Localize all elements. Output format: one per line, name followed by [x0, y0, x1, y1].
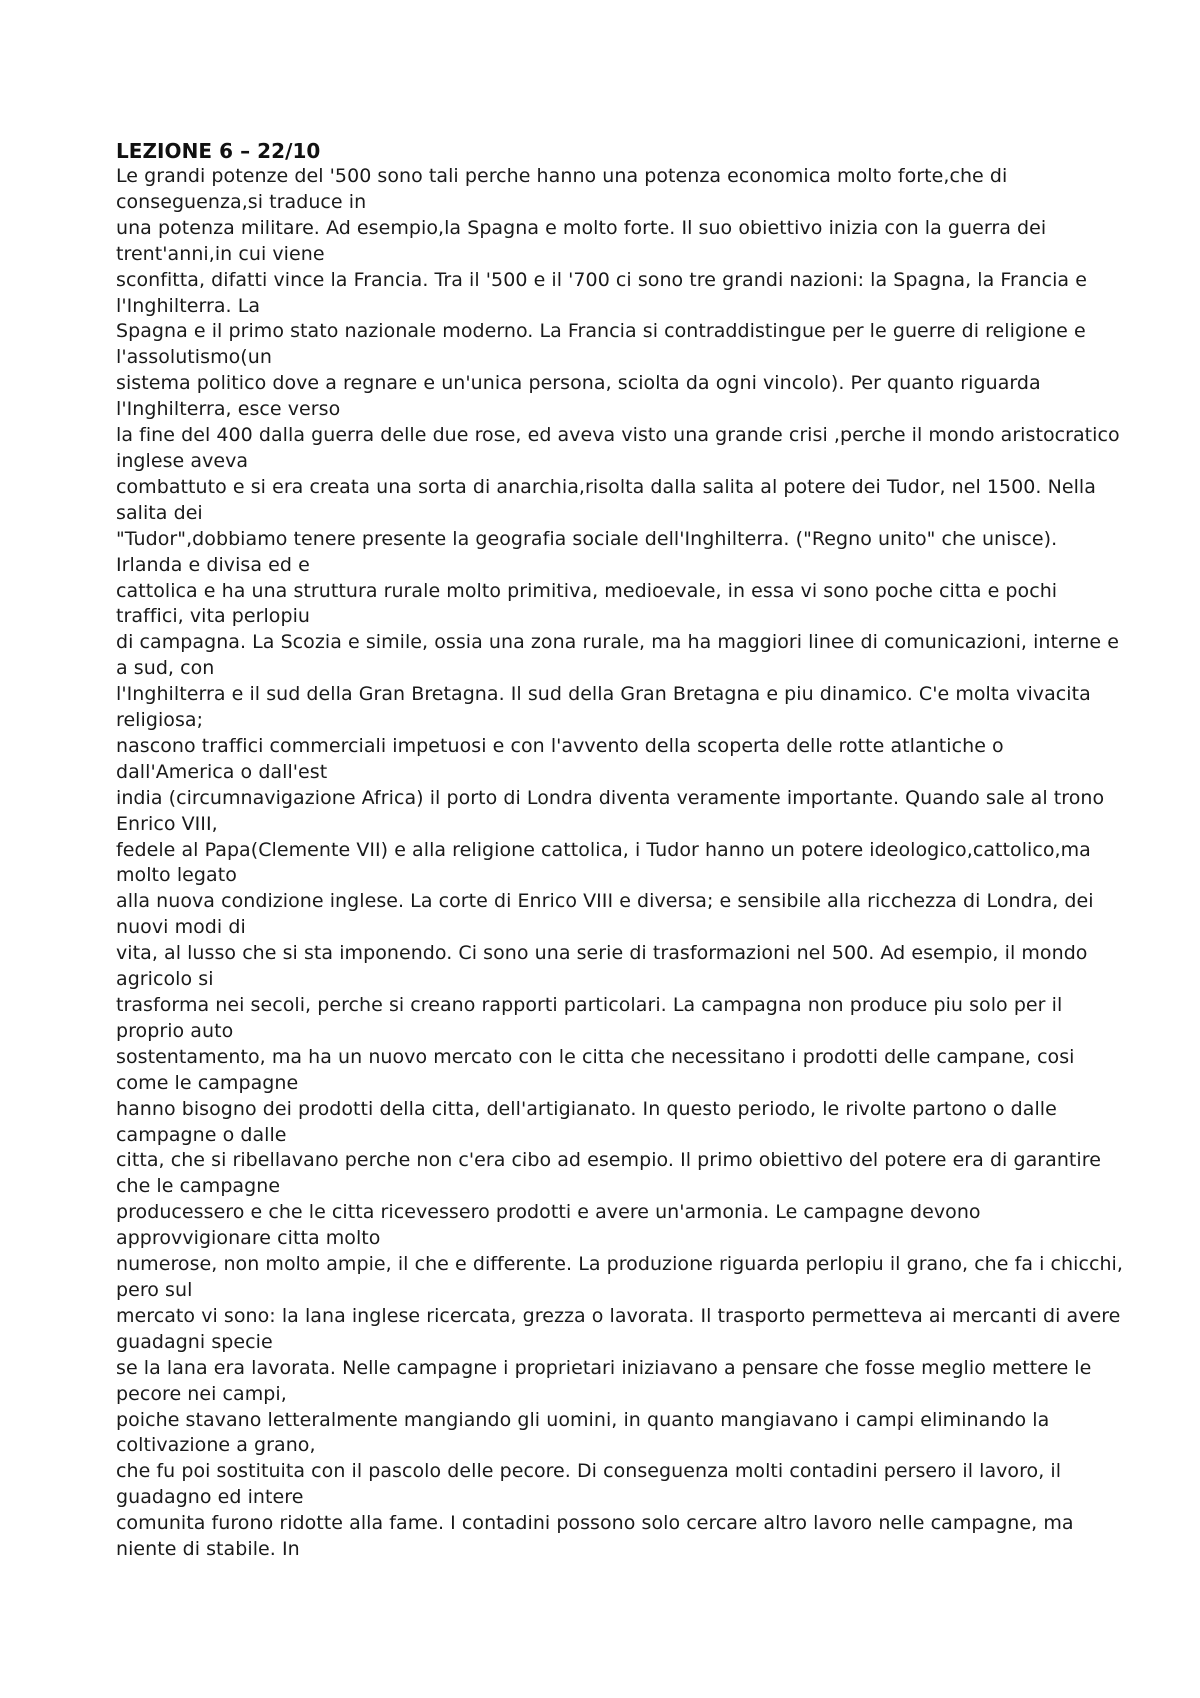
text-line: nascono traffici commerciali impetuosi e con l'avvento della scoperta delle rotte atlantiche o dall'America o dall'est	[116, 734, 1004, 783]
text-line: cattolica e ha una struttura rurale molto primitiva, medioevale, in essa vi sono poche citta e pochi traffici, vita perlopiu	[116, 579, 1058, 628]
text-line: Spagna e il primo stato nazionale moderno. La Francia si contraddistingue per le guerre di religione e l'assolutismo(un	[116, 320, 1086, 369]
text-line: sostentamento, ma ha un nuovo mercato con le citta che necessitano i prodotti delle campane, cosi come le campagne	[116, 1045, 1075, 1094]
text-line: india (circumnavigazione Africa) il porto di Londra diventa veramente importante. Quando sale al trono Enrico VIII,	[116, 786, 1105, 835]
text-line: alla nuova condizione inglese. La corte di Enrico VIII e diversa; e sensibile alla ricchezza di Londra, dei nuovi modi di	[116, 890, 1094, 939]
text-line: se la lana era lavorata. Nelle campagne i proprietari iniziavano a pensare che fosse meglio mettere le pecore nei campi,	[116, 1356, 1092, 1405]
text-line: poiche stavano letteralmente mangiando gli uomini, in quanto mangiavano i campi eliminando la coltivazione a grano,	[116, 1408, 1050, 1457]
text-line: sistema politico dove a regnare e un'unica persona, sciolta da ogni vincolo). Per quanto riguarda l'Inghilterra, esce verso	[116, 372, 1041, 421]
text-line: producessero e che le citta ricevessero prodotti e avere un'armonia. Le campagne devono approvvigionare citta molto	[116, 1201, 981, 1250]
text-line: vita, al lusso che si sta imponendo. Ci sono una serie di trasformazioni nel 500. Ad esempio, il mondo agricolo si	[116, 942, 1088, 991]
lesson-title: LEZIONE 6 – 22/10	[116, 139, 321, 163]
text-line: la fine del 400 dalla guerra delle due rose, ed aveva visto una grande crisi ,perche il mondo aristocratico inglese aveva	[116, 424, 1120, 472]
text-line: numerose, non molto ampie, il che e differente. La produzione riguarda perlopiu il grano, che fa i chicchi, pero sul	[116, 1253, 1123, 1301]
text-line: comunita furono ridotte alla fame. I contadini possono solo cercare altro lavoro nelle campagne, ma niente di stabile. In	[116, 1512, 1074, 1561]
text-line: una potenza militare. Ad esempio,la Spagna e molto forte. Il suo obiettivo inizia con la guerra dei trent'anni,in cui viene	[116, 216, 1047, 265]
document-page	[116, 138, 1126, 1563]
text-line: l'Inghilterra e il sud della Gran Bretagna. Il sud della Gran Bretagna e piu dinamico. C'e molta vivacita religiosa;	[116, 683, 1091, 732]
text-line: trasforma nei secoli, perche si creano rapporti particolari. La campagna non produce piu solo per il proprio auto	[116, 994, 1063, 1042]
text-line: che fu poi sostituita con il pascolo delle pecore. Di conseguenza molti contadini persero il lavoro, il guadagno ed intere	[116, 1460, 1062, 1509]
text-line: mercato vi sono: la lana inglese ricercata, grezza o lavorata. Il trasporto permetteva ai mercanti di avere guadagni specie	[116, 1304, 1121, 1353]
text-line: citta, che si ribellavano perche non c'era cibo ad esempio. Il primo obiettivo del potere era di garantire che le campagne	[116, 1149, 1101, 1198]
text-line: sconfitta, difatti vince la Francia. Tra il '500 e il '700 ci sono tre grandi nazioni: la Spagna, la Francia e l'Inghilterra. La	[116, 268, 1087, 317]
text-line: di campagna. La Scozia e simile, ossia una zona rurale, ma ha maggiori linee di comunicazioni, interne e a sud, con	[116, 631, 1119, 680]
text-line: "Tudor",dobbiamo tenere presente la geografia sociale dell'Inghilterra. ("Regno unito" che unisce). Irlanda e divisa ed e	[116, 527, 1058, 576]
text-line: hanno bisogno dei prodotti della citta, dell'artigianato. In questo periodo, le rivolte partono o dalle campagne o dalle	[116, 1097, 1057, 1146]
text-line: fedele al Papa(Clemente VII) e alla religione cattolica, i Tudor hanno un potere ideologico,cattolico,ma molto legato	[116, 838, 1091, 887]
text-line: Le grandi potenze del '500 sono tali perche hanno una potenza economica molto forte,che di conseguenza,si traduce in	[116, 165, 1008, 213]
text-line: combattuto e si era creata una sorta di anarchia,risolta dalla salita al potere dei Tudor, nel 1500. Nella salita dei	[116, 475, 1096, 524]
